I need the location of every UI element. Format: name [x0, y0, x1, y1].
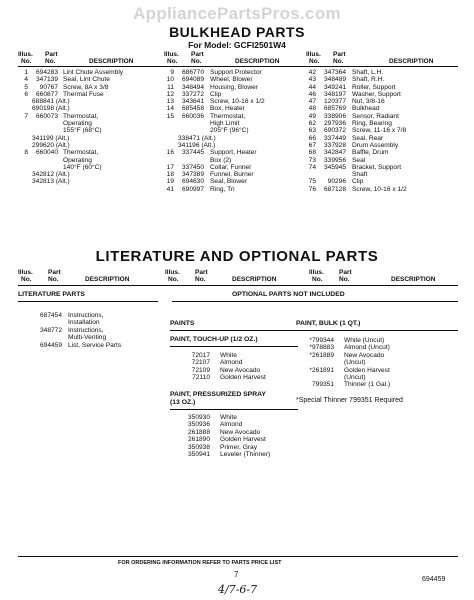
table-row [302, 157, 462, 164]
part-number: 345945 [323, 163, 346, 171]
page-number: 7 [234, 570, 239, 579]
illus-no-header: No. [21, 276, 32, 283]
part-number: 337272 [181, 90, 204, 98]
part-header: Part [195, 269, 208, 276]
part-description: Shaft [352, 171, 368, 179]
part-number: 660073 [35, 112, 58, 120]
table-row [14, 98, 162, 105]
illus-number: 42 [308, 69, 316, 76]
bulkhead-column-1 [14, 69, 162, 186]
table-row [302, 91, 462, 98]
part-description: Thinner (1 Gal.) [344, 381, 391, 389]
table-row [160, 142, 304, 149]
part-description: Screw, 8A x 3/8 [63, 83, 109, 91]
part-description: Roller, Support [352, 83, 396, 91]
page-title: BULKHEAD PARTS [169, 24, 305, 40]
part-no-header: No. [339, 276, 350, 283]
part-description: 205°F (96°C) [210, 127, 249, 135]
illus-number: 16 [166, 149, 174, 157]
table-row [160, 149, 304, 156]
part-number: 347139 [35, 76, 58, 84]
part-description: Shaft, R.H. [352, 76, 385, 84]
list-item [170, 421, 300, 428]
part-description: High Limit [210, 120, 240, 128]
list-item [296, 337, 456, 344]
watermark: AppliancePartsPros.com [133, 4, 341, 23]
table-row [14, 105, 162, 112]
literature-list [18, 312, 158, 349]
illus-number: 5 [24, 83, 28, 91]
list-item [18, 342, 158, 349]
illus-header: Illus. [18, 51, 33, 58]
part-description: Clip [210, 90, 222, 98]
part-description: Seal [352, 156, 366, 164]
part-header: Part [333, 51, 346, 58]
part-number: 685769 [323, 105, 346, 113]
part-description: Golden Harvest [344, 366, 390, 374]
part-number: 687454 [39, 312, 62, 319]
table-row [160, 113, 304, 120]
part-description: Primer, Gray [220, 443, 258, 451]
part-description: Seal, Blower [210, 178, 248, 186]
part-number: 337928 [323, 141, 346, 149]
illus-number: 18 [166, 171, 174, 179]
part-description: List, Service Parts [68, 341, 122, 349]
part-description: 140°F (60°C) [63, 163, 102, 171]
handwritten-code: 4/7-6-7 [218, 583, 258, 596]
table-row [14, 171, 162, 178]
part-description: Thermostat, [63, 112, 99, 120]
part-description: Funnel, Burner [210, 171, 254, 179]
part-number: 341199 (Alt.) [32, 134, 70, 142]
part-number: 339956 [323, 156, 346, 164]
illus-header: Illus. [309, 269, 324, 276]
part-description: Seal, Rear [352, 134, 384, 142]
table-row [160, 135, 304, 142]
list-item [170, 444, 300, 451]
part-number: 341196 (Alt.) [178, 141, 216, 149]
spray-rule [170, 409, 298, 410]
illus-number: 62 [308, 120, 316, 128]
part-description: Collar, Funnel [210, 163, 251, 171]
table-row [14, 164, 162, 171]
part-number: 694283 [35, 69, 58, 76]
part-description: Support, Heater [210, 149, 257, 157]
touchup-rule [170, 346, 298, 347]
part-description: Screw, 11-16 x 7/8 [352, 127, 407, 135]
illus-number: 19 [166, 178, 174, 186]
spray-list [170, 414, 300, 458]
illus-number: 10 [166, 76, 174, 84]
list-item [18, 334, 158, 341]
table-row [160, 98, 304, 105]
description-header: DESCRIPTION [389, 58, 434, 65]
bulkhead-column-2 [160, 69, 304, 193]
header-rule [18, 66, 458, 67]
list-item [296, 359, 456, 366]
bulkhead-column-3 [302, 69, 462, 193]
part-description: Screw, 10-16 x 1/2 [352, 185, 407, 193]
table-row [14, 135, 162, 142]
list-item [18, 312, 158, 319]
part-description: Thermal Fuse [63, 90, 104, 98]
part-number: 685458 [181, 105, 204, 113]
part-number: 660036 [181, 112, 204, 120]
part-number: 690198 (Alt.) [32, 105, 70, 113]
part-number: 299620 (Alt.) [32, 141, 70, 149]
part-number: 694459 [39, 341, 62, 349]
part-no-header: No. [195, 276, 206, 283]
part-number: *261891 [309, 366, 334, 374]
list-item [170, 367, 300, 374]
part-description: White [220, 352, 237, 359]
part-number: 350930 [187, 414, 210, 421]
part-no-header: No. [191, 58, 202, 65]
part-number: 686770 [181, 69, 204, 76]
part-number: 72110 [192, 374, 210, 382]
table-row [302, 84, 462, 91]
description-header: DESCRIPTION [391, 276, 436, 283]
illus-number: 8 [24, 149, 28, 157]
illus-header: Illus. [164, 51, 179, 58]
part-number: 694630 [181, 178, 204, 186]
illus-number: 75 [308, 178, 316, 186]
table-row [160, 186, 304, 193]
table-row [14, 113, 162, 120]
part-no-header: No. [48, 276, 59, 283]
list-item [170, 414, 300, 421]
illus-number: 47 [308, 98, 316, 106]
table-row [302, 69, 462, 76]
description-header: DESCRIPTION [232, 276, 277, 283]
part-number: 338906 [323, 112, 346, 120]
illus-number: 48 [308, 105, 316, 113]
part-number: 690997 [181, 185, 204, 193]
illus-number: 49 [308, 112, 316, 120]
part-number: 350936 [187, 421, 210, 429]
illus-header: Illus. [306, 51, 321, 58]
part-description: 155°F (68°C) [63, 127, 102, 135]
table-row [302, 135, 462, 142]
part-number: 337449 [323, 134, 346, 142]
table-row [14, 157, 162, 164]
part-description: Housing, Blower [210, 83, 259, 91]
illus-number: 67 [308, 141, 316, 149]
part-description: Golden Harvest [220, 374, 266, 382]
part-description: Box, Heater [210, 105, 245, 113]
header-group-1 [18, 51, 158, 67]
part-number: 342813 (Alt.) [32, 178, 70, 186]
model-line: For Model: GCFI2501W4 [188, 40, 286, 50]
part-number: 338471 (Alt.) [178, 134, 216, 142]
table-row [160, 69, 304, 76]
part-description: Support Protector [210, 69, 262, 76]
part-description: Leveler (Thinner) [220, 450, 271, 458]
part-description: Almond (Uncut) [344, 344, 390, 352]
list-item [170, 374, 300, 381]
illus-no-header: No. [167, 58, 178, 65]
literature-parts-subhead: LITERATURE PARTS [18, 291, 85, 298]
part-description: Thermostat, [210, 112, 246, 120]
footer-rule [18, 556, 458, 557]
illus-number: 76 [308, 185, 316, 193]
illus-number: 63 [308, 127, 316, 135]
part-number: 337450 [181, 163, 204, 171]
list-item [170, 429, 300, 436]
part-number: 660877 [35, 90, 58, 98]
header-group-3 [306, 51, 456, 67]
table-row [302, 98, 462, 105]
lit-header-group-2 [165, 269, 295, 285]
part-description: New Avocado [220, 428, 261, 436]
literature-section-title: LITERATURE AND OPTIONAL PARTS [95, 248, 379, 265]
part-description: White (Uncut) [344, 337, 385, 344]
illus-number: 17 [166, 163, 174, 171]
part-number: 343641 [181, 98, 204, 106]
lit-subhead-rule [18, 301, 158, 302]
table-row [14, 178, 162, 185]
part-description: Ring, Bearing [352, 120, 392, 128]
list-item [296, 344, 456, 351]
table-row [14, 84, 162, 91]
part-description: Instructions, [68, 312, 104, 319]
part-number: 72109 [191, 366, 210, 374]
table-row [160, 84, 304, 91]
part-description: Lint Chute Assembly [63, 69, 124, 76]
table-row [160, 157, 304, 164]
part-number: 261890 [187, 436, 210, 444]
list-item [170, 436, 300, 443]
illus-number: 41 [166, 185, 174, 193]
list-item [170, 359, 300, 366]
table-row [160, 127, 304, 134]
part-number: 347389 [181, 171, 204, 179]
part-number: 688841 (Alt.) [32, 98, 70, 106]
lit-header-group-3 [309, 269, 459, 285]
header-group-2 [164, 51, 304, 67]
description-header: DESCRIPTION [85, 276, 130, 283]
table-row [302, 142, 462, 149]
part-header: Part [191, 51, 204, 58]
list-item [170, 451, 300, 458]
table-row [302, 105, 462, 112]
table-row [302, 120, 462, 127]
part-number: 72107 [191, 359, 210, 367]
illus-number: 74 [308, 163, 316, 171]
illus-number: 1 [24, 69, 28, 76]
part-number: 687128 [323, 185, 346, 193]
list-item [296, 381, 456, 388]
part-description: Installation [68, 319, 100, 327]
illus-number: 7 [24, 112, 28, 120]
optional-subhead-rule [172, 301, 458, 302]
part-description: Multi-Venting [68, 334, 107, 342]
spray-label-size: (13 OZ.) [170, 399, 196, 406]
part-description: Shaft, L.H. [352, 69, 384, 76]
illus-number: 43 [308, 76, 316, 84]
touchup-label: PAINT, TOUCH-UP (1/2 OZ.) [170, 336, 258, 343]
table-row [302, 171, 462, 178]
illus-no-header: No. [312, 276, 323, 283]
part-description: Almond [220, 359, 243, 367]
table-row [160, 171, 304, 178]
illus-number: 13 [166, 98, 174, 106]
part-number: 348489 [323, 76, 346, 84]
part-description: Seal, Lint Chute [63, 76, 110, 84]
doc-number: 694459 [422, 576, 446, 583]
part-description: Bulkhead [352, 105, 380, 113]
illus-number: 4 [24, 76, 28, 84]
part-description: Washer, Support [352, 90, 401, 98]
table-row [14, 76, 162, 83]
part-number: 337445 [181, 149, 204, 157]
part-number: 120377 [323, 98, 346, 106]
part-description: Thermostat, [63, 149, 99, 157]
illus-number: 14 [166, 105, 174, 113]
part-description: (Uncut) [344, 373, 366, 381]
part-no-header: No. [45, 58, 56, 65]
part-description: Ring, Tri [210, 185, 235, 193]
touchup-list [170, 352, 300, 382]
part-number: 348772 [39, 326, 62, 334]
bulk-list [296, 337, 456, 389]
ordering-note: FOR ORDERING INFORMATION REFER TO PARTS PRICE LIST [118, 560, 282, 566]
illus-number: 9 [170, 69, 174, 76]
list-item [296, 374, 456, 381]
part-description: Wheel, Blower [210, 76, 253, 84]
lit-header-group-1 [18, 269, 148, 285]
part-number: 72017 [191, 352, 210, 359]
table-row [302, 127, 462, 134]
illus-no-header: No. [21, 58, 32, 65]
table-row [14, 69, 162, 76]
table-row [302, 178, 462, 185]
table-row [14, 91, 162, 98]
table-row [302, 164, 462, 171]
part-description: White [220, 414, 237, 421]
part-header: Part [45, 51, 58, 58]
table-row [14, 149, 162, 156]
list-item [170, 352, 300, 359]
part-number: 799351 [311, 381, 334, 389]
part-description: New Avocado [344, 351, 385, 359]
table-row [160, 76, 304, 83]
illus-header: Illus. [165, 269, 180, 276]
part-description: Baffle, Drum [352, 149, 389, 157]
illus-no-header: No. [309, 58, 320, 65]
bulk-rule [296, 330, 458, 331]
part-number: 297936 [323, 120, 346, 128]
list-item [296, 352, 456, 359]
part-number: 350941 [187, 450, 210, 458]
table-row [160, 91, 304, 98]
illus-header: Illus. [18, 269, 33, 276]
part-number: *261889 [309, 351, 334, 359]
part-description: Instructions, [68, 326, 104, 334]
thinner-note: *Special Thinner 799351 Required [296, 397, 403, 404]
list-item [18, 319, 158, 326]
part-number: 342847 [323, 149, 346, 157]
part-description: Almond [220, 421, 243, 429]
part-number: 347364 [323, 69, 346, 76]
table-row [14, 142, 162, 149]
part-number: 690372 [323, 127, 346, 135]
description-header: DESCRIPTION [235, 58, 280, 65]
part-number: 90296 [327, 178, 346, 186]
part-header: Part [339, 269, 352, 276]
part-description: Box (2) [210, 156, 232, 164]
part-number: *799344 [309, 337, 334, 344]
illus-number: 11 [167, 83, 174, 91]
table-row [302, 149, 462, 156]
part-number: 261888 [187, 428, 210, 436]
illus-number: 46 [308, 90, 316, 98]
part-description: Screw, 10-16 x 1/2 [210, 98, 265, 106]
bulk-label: PAINT, BULK (1 QT.) [296, 320, 361, 327]
description-header: DESCRIPTION [89, 58, 134, 65]
illus-number: 6 [24, 90, 28, 98]
part-description: (Uncut) [344, 359, 366, 367]
illus-number: 44 [308, 83, 316, 91]
part-number: 694089 [181, 76, 204, 84]
optional-parts-subhead: OPTIONAL PARTS NOT INCLUDED [232, 291, 345, 298]
illus-number: 12 [166, 90, 174, 98]
part-description: Golden Harvest [220, 436, 266, 444]
table-row [160, 164, 304, 171]
part-description: Drum Assembly [352, 141, 399, 149]
part-description: New Avocado [220, 366, 261, 374]
part-description: Operating [63, 156, 92, 164]
table-row [160, 178, 304, 185]
part-number: 348494 [181, 83, 204, 91]
part-number: 660040 [35, 149, 58, 157]
table-row [302, 113, 462, 120]
table-row [302, 76, 462, 83]
list-item [296, 367, 456, 374]
illus-number: 73 [308, 156, 316, 164]
part-number: 349241 [323, 83, 346, 91]
part-description: Bracket, Support [352, 163, 402, 171]
illus-number: 15 [166, 112, 174, 120]
list-item [18, 327, 158, 334]
table-row [14, 127, 162, 134]
part-description: Operating [63, 120, 92, 128]
part-description: Nut, 3/8-16 [352, 98, 385, 106]
part-number: 342812 (Alt.) [32, 171, 70, 179]
paints-label: PAINTS [170, 320, 195, 327]
illus-number: 66 [308, 134, 316, 142]
table-row [160, 105, 304, 112]
illus-number: 68 [308, 149, 316, 157]
illus-no-header: No. [168, 276, 179, 283]
part-description: Sensor, Radiant [352, 112, 399, 120]
part-number: 90767 [39, 83, 58, 91]
table-row [302, 186, 462, 193]
paints-rule [170, 330, 298, 331]
part-description: Clip [352, 178, 364, 186]
part-header: Part [48, 269, 61, 276]
part-no-header: No. [333, 58, 344, 65]
part-number: 348197 [323, 90, 346, 98]
lit-header-rule [18, 285, 458, 286]
part-number: 350938 [187, 443, 210, 451]
part-number: *978883 [309, 344, 334, 352]
spray-label: PAINT, PRESSURIZED SPRAY [170, 391, 266, 398]
